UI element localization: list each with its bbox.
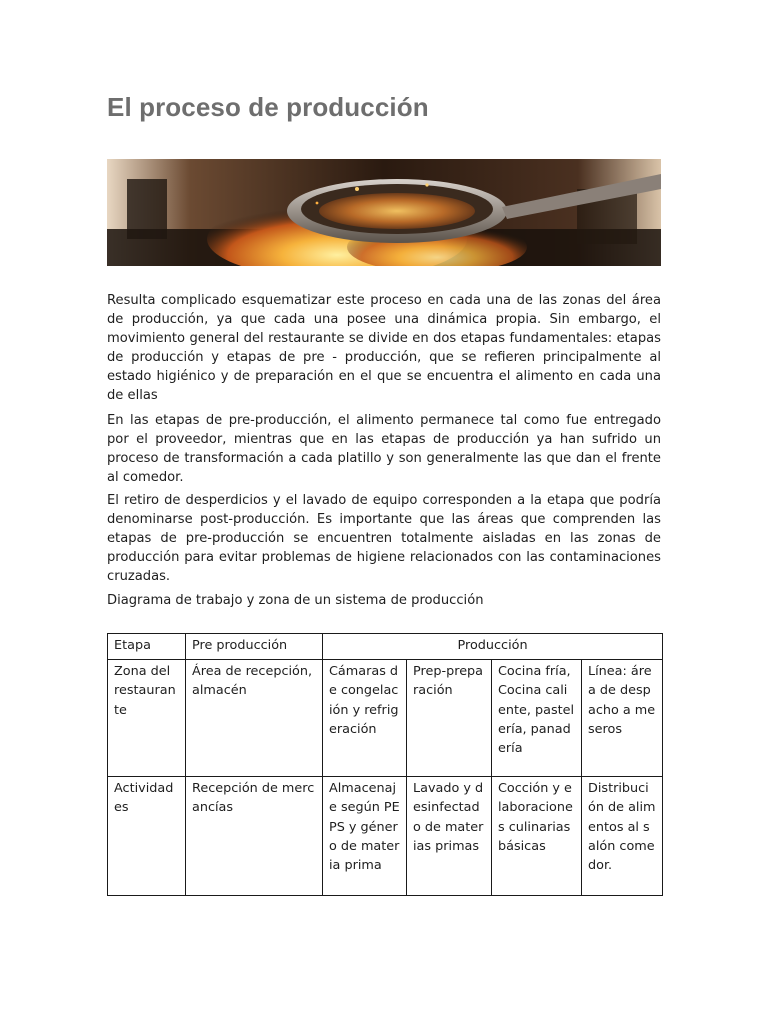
paragraph-intro: Resulta complicado esquematizar este proceso en cada una de las zonas del área de producción, ya que cada una posee una dinámica propia. Sin embargo, el movimiento general del restaurante se divide en dos etapas fundamentales: etapas de producción y etapas de pre - producción, que se refieren principalmente al estado higiénico y de preparación en el que se encuentra el alimento en cada una de ellas bbox=[107, 293, 661, 403]
header-etapa: Etapa bbox=[108, 634, 186, 660]
table-cell: Cocción y elaboraciones culinarias básicas bbox=[492, 777, 582, 896]
table-row bbox=[108, 777, 663, 896]
table-row bbox=[108, 660, 663, 777]
table-cell: Recepción de mercancías bbox=[186, 777, 323, 896]
table-cell: Zona del restaurante bbox=[108, 660, 186, 777]
table-cell: Almacenaje según PEPS y género de materia prima bbox=[323, 777, 407, 896]
table-cell: Actividades bbox=[108, 777, 186, 896]
paragraph-postproduction: El retiro de desperdicios y el lavado de equipo corresponden a la etapa que podría denominarse post-producción. Es importante que las áreas que comprenden las etapas de pre-producción se encuentren totalmente aisladas en las zonas de producción para evitar problemas de higiene relacionados con las contaminaciones cruzadas. bbox=[107, 493, 661, 584]
page-title: El proceso de producción bbox=[107, 92, 429, 122]
table-cell: Cocina fría, Cocina caliente, pastelería, panadería bbox=[492, 660, 582, 777]
table-header-row bbox=[108, 634, 663, 660]
table-cell: Prep-preparación bbox=[407, 660, 492, 777]
table-caption: Diagrama de trabajo y zona de un sistema de producción bbox=[107, 593, 484, 608]
header-pre-produccion: Pre producción bbox=[186, 634, 323, 660]
table-cell: Lavado y desinfectado de materias primas bbox=[407, 777, 492, 896]
table-cell: Línea: área de despacho a meseros bbox=[582, 660, 663, 777]
table-cell: Distribución de alimentos al salón comedor. bbox=[582, 777, 663, 896]
production-table bbox=[107, 633, 663, 896]
frying-pan-flames-photo bbox=[107, 159, 661, 266]
table-cell: Cámaras de congelación y refrigeración bbox=[323, 660, 407, 777]
table-cell: Área de recepción, almacén bbox=[186, 660, 323, 777]
paragraph-preproduction: En las etapas de pre-producción, el alimento permanece tal como fue entregado por el proveedor, mientras que en las etapas de producción ya han sufrido un proceso de transformación a cada platillo y son generalmente las que dan el frente al comedor. bbox=[107, 413, 661, 485]
header-produccion: Producción bbox=[323, 634, 663, 660]
